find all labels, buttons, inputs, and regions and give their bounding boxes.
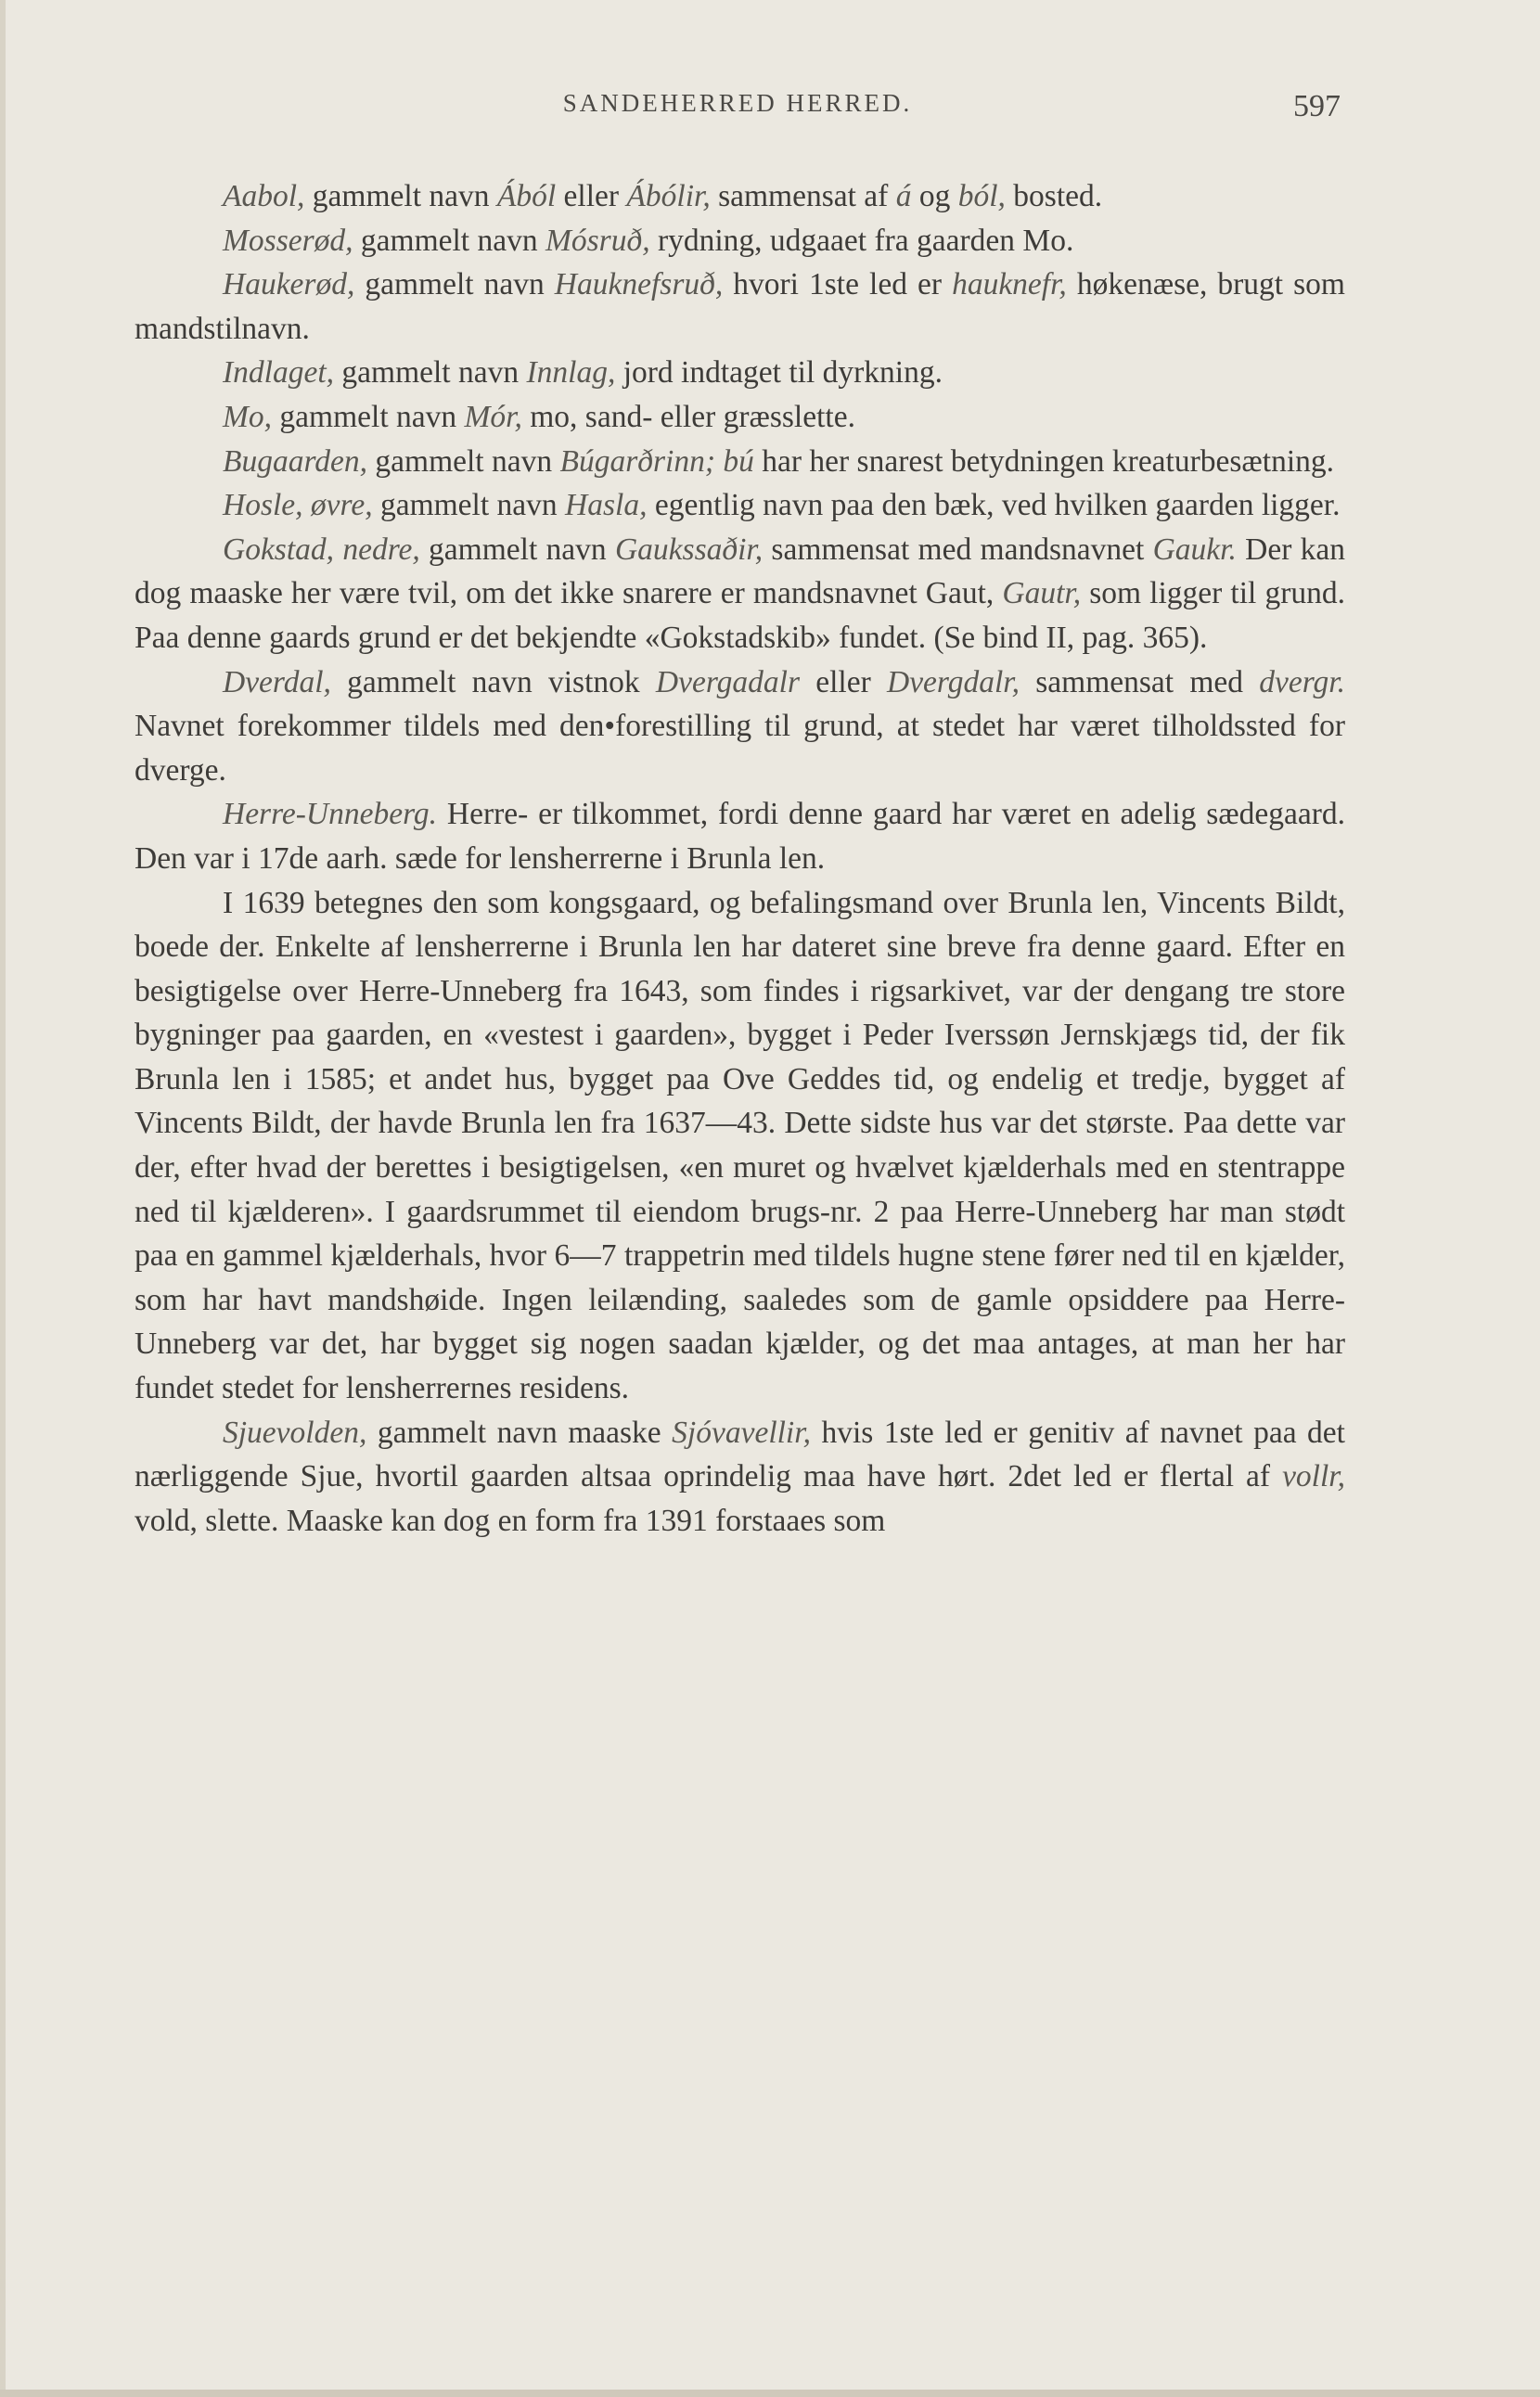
text-run: Navnet forekommer tildels med den•forestilling til grund, at stedet har været tilholdssted for dverge. [135,709,1345,788]
paragraph [135,881,1345,1411]
text-run: Der kan dog maaske her være tvil, om det ikke snarere er mandsnavnet Gaut, [135,532,1346,611]
text-run: gammelt navn [367,443,560,479]
running-header [135,89,1341,135]
italic-term: Hasla, [565,488,648,523]
text-run: I 1639 betegnes den som kongsgaard, og befalingsmand over Brunla len, Vincents Bildt, boede der. Enkelte af lensherrerne i Brunla len har dateret sine breve fra denne gaard. Efter en besigtigelse over Herre-Unneberg fra 1643, som findes i rigsarkivet, var der dengang tre store bygninger paa gaarden, en «vestest i gaarden», bygget i Peder Iverssøn Jernskjægs tid, der fik Brunla len i 1585; et andet hus, bygget paa Ove Geddes tid, og endelig et tredje, bygget af Vincents Bildt, der havde Brunla len fra 1637—43. Dette sidste hus var det største. Paa dette var der, efter hvad der berettes i besigtigelsen, «en muret og hvælvet kjælderhals med en stentrappe ned til kjælderen». I gaardsrummet til eiendom brugs-nr. 2 paa Herre-Unneberg har man stødt paa en gammel kjælderhals, hvor 6—7 trappetrin med tildels hugne stene fører ned til en kjælder, som har havt mandshøide. Ingen leilænding, saaledes som de gamle opsiddere paa Herre-Unneberg var det, har bygget sig nogen saadan kjælder, og det maa antages, at man her har fundet stedet for lensherrernes residens. [135,885,1345,1406]
text-run: Herre- er tilkommet, fordi denne gaard har været en adelig sædegaard. Den var i 17de aarh. sæde for lensherrerne i Brunla len. [135,797,1345,876]
text-run: gammelt navn vistnok [330,664,656,699]
italic-term: Mo, [223,399,273,434]
text-run: og [911,179,958,213]
italic-term: dvergr. [1259,664,1345,699]
text-run: rydning, udgaaet fra gaarden Mo. [649,223,1074,258]
text-run: gammelt navn [272,399,465,434]
text-run: hvori 1ste led er [723,267,953,302]
italic-term: Sjuevolden, [223,1415,367,1450]
italic-term: Bugaarden, [223,443,368,479]
paragraph [135,483,1345,528]
italic-term: Herre-Unneberg. [223,797,438,832]
italic-term: Haukerød, [223,267,355,302]
paragraph [135,528,1345,660]
text-run: gammelt navn [419,532,615,567]
italic-term: nedre, [342,532,420,567]
page-edge-bottom [0,2390,1540,2397]
page-edge-left [0,0,6,2397]
text-run: jord indtaget til dyrkning. [615,355,943,391]
italic-term: Hauknefsruð, [554,267,724,302]
text-run: har her snarest betydningen kreaturbesætning. [753,443,1335,479]
paragraph [135,351,1345,395]
text-run: gammelt navn [372,488,566,523]
italic-term: Gaukssaðir, [614,532,764,567]
paragraph [135,219,1345,263]
text-run [303,488,311,522]
italic-term: Mór, [464,399,522,434]
text-run: som ligger til grund. Paa denne gaards grund er det bekjendte «Gokstadskib» fundet. (Se bind II, pag. 365). [135,576,1345,655]
italic-term: Indlaget, [223,355,335,391]
italic-term: Dverdal, [223,664,331,699]
italic-term: bú [723,443,754,479]
italic-term: Dvergdalr, [887,664,1020,699]
italic-term: Gokstad, [223,532,335,567]
italic-term: Sjóvavellir, [672,1415,811,1450]
italic-term: á [895,179,912,213]
text-run: bosted. [1005,179,1103,213]
text-run: sammensat med mandsnavnet [763,532,1153,567]
italic-term: Mosserød, [223,223,353,258]
italic-term: Ábólir, [626,179,711,213]
italic-term: Aabol, [223,179,305,213]
text-run: egentlig navn paa den bæk, ved hvilken gaarden ligger. [647,488,1341,523]
italic-term: vollr, [1282,1459,1345,1494]
text-run: eller [799,664,887,699]
paragraph [135,174,1345,219]
text-run: hvis 1ste led er genitiv af navnet paa det nærliggende Sjue, hvortil gaarden altsaa oprindelig maa have hørt. 2det led er flertal af [135,1415,1345,1494]
text-run: gammelt navn [304,179,497,213]
paragraph [135,263,1345,351]
italic-term: hauknefr, [952,267,1067,302]
italic-term: Mósruð, [545,223,650,258]
italic-term: Búgarðrinn; [559,443,715,479]
italic-term: Innlag, [526,355,616,391]
paragraph [135,1411,1345,1544]
text-run: mo, sand- eller græsslette. [521,399,855,434]
text-run: vold, slette. Maaske kan dog en form fra 1391 forstaaes som [135,1503,886,1538]
text-run: gammelt navn [354,267,555,302]
text-run: høkenæse, brugt som mandstilnavn. [135,267,1345,346]
italic-term: Dvergadalr [655,664,800,699]
text-run: eller [556,179,627,213]
text-run: gammelt navn maaske [366,1415,673,1450]
paragraph [135,792,1345,880]
text-run: sammensat af [710,179,896,213]
italic-term: øvre, [310,488,373,523]
text-run: gammelt navn [334,355,527,391]
italic-term: Ából [496,179,557,213]
italic-term: ból, [957,179,1006,213]
italic-term: Hosle, [223,488,303,523]
italic-term: Gaukr. [1152,532,1237,567]
text-run [334,532,342,567]
page-body [135,174,1345,1543]
paragraph [135,440,1345,484]
page-number: 597 [1293,89,1341,123]
text-run: gammelt navn [353,223,545,258]
italic-term: Gautr, [1002,576,1082,611]
text-run: sammensat med [1019,664,1260,699]
paragraph [135,660,1345,793]
paragraph [135,395,1345,440]
header-title: SANDEHERRED HERRED. [562,89,913,117]
